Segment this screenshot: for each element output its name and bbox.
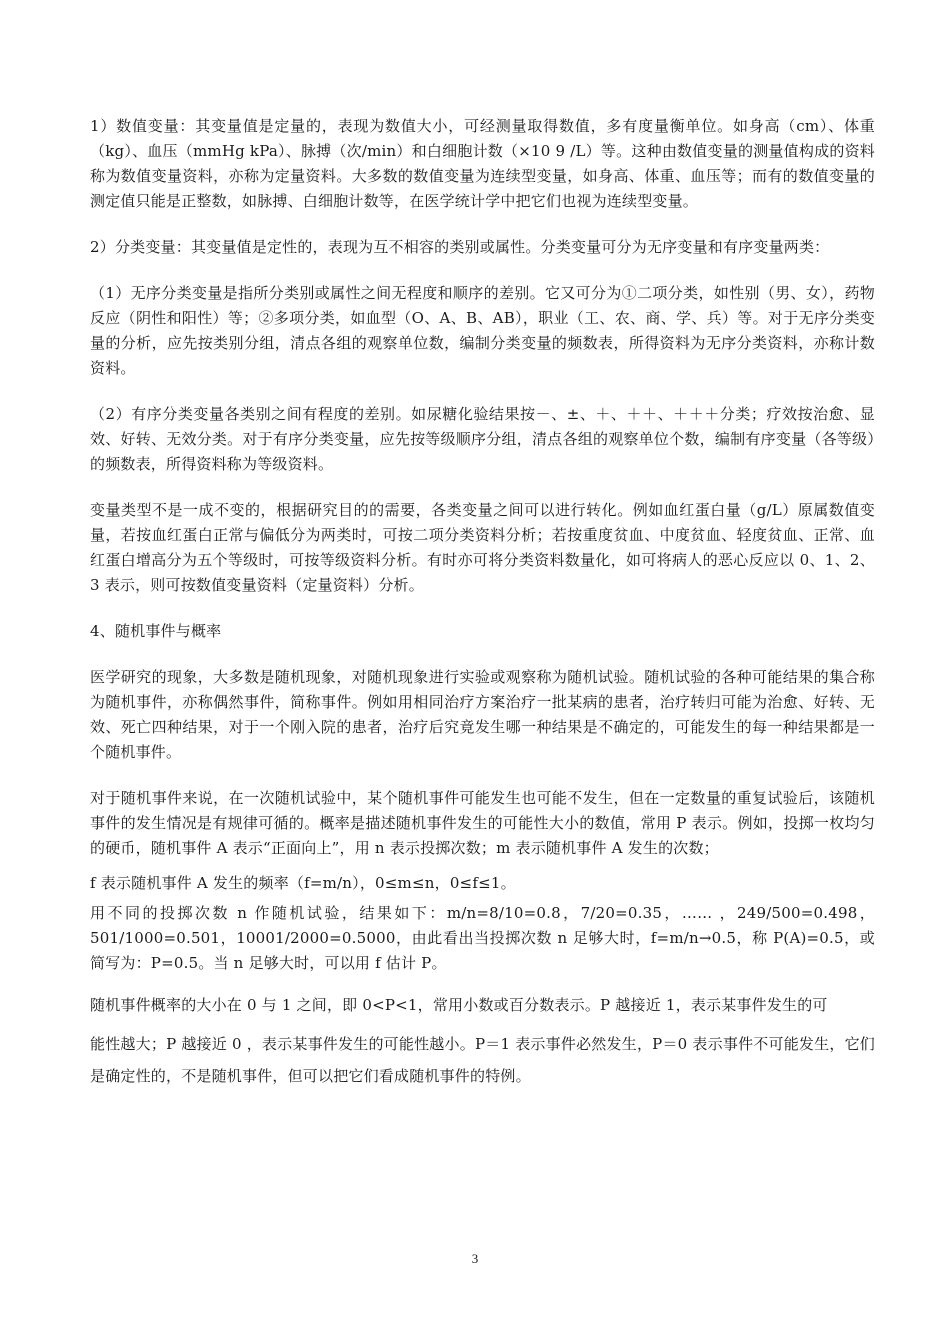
paragraph-probability-definition: 对于随机事件来说，在一次随机试验中，某个随机事件可能发生也可能不发生，但在一定数量的重复试验后，该随机事件的发生情况是有规律可循的。概率是描述随机事件发生的可能性大小的数值，常用 P 表示。例如，投掷一枚均匀的硬币，随机事件 A 表示“正面向上”，用 n 表示投掷次数；m 表示随机事件 A 发生的次数； (90, 789, 875, 857)
paragraph-coin-toss-results: 用不同的投掷次数 n 作随机试验，结果如下：m/n=8/10=0.8，7/20=0.35，…… ，249/500=0.498，501/1000=0.501，10001/2000=0.5000，由此看出当投掷次数 n 足够大时，f=m/n→0.5，称 P(A)=0.5，或简写为：P=0.5。当 n 足够大时，可以用 f 估计 P。 (90, 904, 875, 972)
paragraph-frequency-definition: f 表示随机事件 A 发生的频率（f=m/n），0≤m≤n，0≤f≤1。 (90, 874, 516, 892)
paragraph-categorical-variable: 2）分类变量：其变量值是定性的，表现为互不相容的类别或属性。分类变量可分为无序变量和有序变量两类： (90, 238, 830, 256)
paragraph-nominal-variable: （1）无序分类变量是指所分类别或属性之间无程度和顺序的差别。它又可分为①二项分类，如性别（男、女），药物反应（阴性和阳性）等；②多项分类，如血型（O、A、B、AB），职业（工、农、商、学、兵）等。对于无序分类变量的分析，应先按类别分组，清点各组的观察单位数，编制分类变量的频数表，所得资料为无序分类资料，亦称计数资料。 (90, 284, 875, 377)
section-heading-random-events: 4、随机事件与概率 (90, 622, 222, 640)
paragraph-probability-interpretation: 能性越大；P 越接近 0 ，表示某事件发生的可能性越小。P＝1 表示事件必然发生，P＝0 表示事件不可能发生，它们是确定性的，不是随机事件，但可以把它们看成随机事件的特例。 (90, 1035, 875, 1085)
paragraph-variable-conversion: 变量类型不是一成不变的，根据研究目的的需要，各类变量之间可以进行转化。例如血红蛋白量（g/L）原属数值变量，若按血红蛋白正常与偏低分为两类时，可按二项分类资料分析；若按重度贫血、中度贫血、轻度贫血、正常、血红蛋白增高分为五个等级时，可按等级资料分析。有时亦可将分类资料数量化，如可将病人的恶心反应以 0、1、2、3 表示，则可按数值变量资料（定量资料）分析。 (90, 501, 875, 594)
page-number: 3 (471, 1251, 479, 1266)
paragraph-numeric-variable: 1）数值变量：其变量值是定量的，表现为数值大小，可经测量取得数值，多有度量衡单位。如身高（cm）、体重（kg）、血压（mmHg kPa）、脉搏（次/min）和白细胞计数（×10 9 /L）等。这种由数值变量的测量值构成的资料称为数值变量资料，亦称为定量资料。大多数的数值变量为连续型变量，如身高、体重、血压等；而有的数值变量的测定值只能是正整数，如脉搏、白细胞计数等，在医学统计学中把它们也视为连续型变量。 (90, 117, 875, 210)
paragraph-probability-range: 随机事件概率的大小在 0 与 1 之间，即 0<P<1，常用小数或百分数表示。P 越接近 1，表示某事件发生的可 (90, 996, 828, 1014)
paragraph-ordinal-variable: （2）有序分类变量各类别之间有程度的差别。如尿糖化验结果按－、±、＋、＋＋、＋＋＋分类；疗效按治愈、显效、好转、无效分类。对于有序分类变量，应先按等级顺序分组，清点各组的观察单位个数，编制有序变量（各等级）的频数表，所得资料称为等级资料。 (90, 405, 875, 473)
document-body (90, 114, 875, 1092)
paragraph-random-phenomena: 医学研究的现象，大多数是随机现象，对随机现象进行实验或观察称为随机试验。随机试验的各种可能结果的集合称为随机事件，亦称偶然事件，简称事件。例如用相同治疗方案治疗一批某病的患者，治疗转归可能为治愈、好转、无效、死亡四种结果，对于一个刚入院的患者，治疗后究竟发生哪一种结果是不确定的，可能发生的每一种结果都是一个随机事件。 (90, 668, 875, 761)
